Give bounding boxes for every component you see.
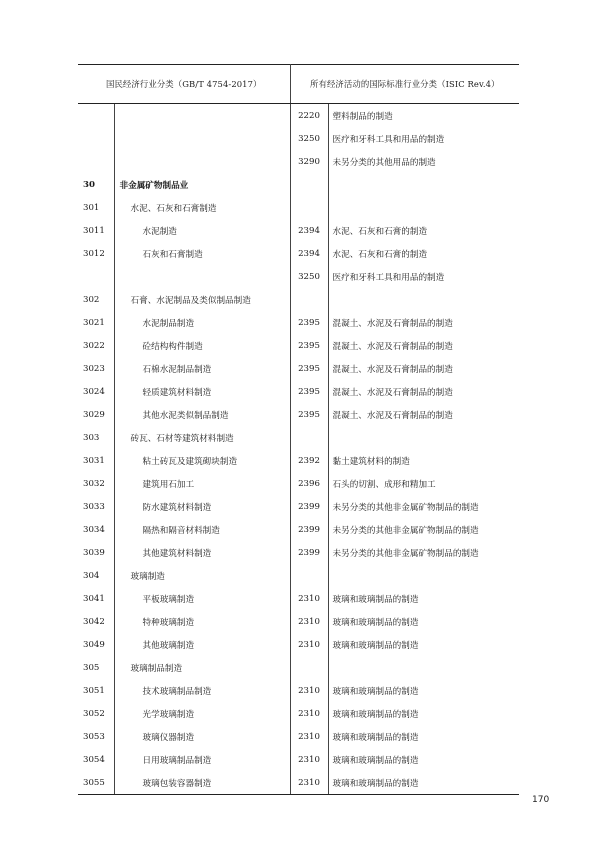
gbt-name-cell <box>114 265 290 288</box>
classification-table <box>78 64 519 795</box>
gbt-name-text: 平板玻璃制造 <box>142 594 195 605</box>
gbt-name-cell <box>114 564 290 587</box>
gbt-name-text: 粘土砖瓦及建筑砌块制造 <box>142 456 238 467</box>
gbt-name-cell <box>114 633 290 656</box>
gbt-name-text <box>115 272 143 282</box>
isic-code-cell: 2395 <box>290 403 328 426</box>
gbt-name-text <box>115 157 120 167</box>
gbt-name-text <box>115 111 120 121</box>
isic-name-cell: 混凝土、水泥及石膏制品的制造 <box>332 318 453 329</box>
gbt-name-cell <box>114 104 290 128</box>
gbt-name-text: 特种玻璃制造 <box>142 617 195 628</box>
gbt-name-text: 玻璃包装容器制造 <box>142 778 212 789</box>
gbt-name-text: 砖瓦、石材等建筑材料制造 <box>130 433 234 444</box>
isic-name-cell: 水泥、石灰和石膏的制造 <box>332 226 428 237</box>
gbt-name-cell <box>114 541 290 564</box>
gbt-name-cell <box>114 311 290 334</box>
isic-code-cell: 2310 <box>290 610 328 633</box>
table-row <box>78 311 519 334</box>
gbt-name-text: 防水建筑材料制造 <box>142 502 212 513</box>
isic-name-cell: 玻璃和玻璃制品的制造 <box>332 617 419 628</box>
gbt-name-text: 其他水泥类似制品制造 <box>142 410 229 421</box>
isic-name-cell: 水泥、石灰和石膏的制造 <box>332 249 428 260</box>
gbt-name-text: 玻璃仪器制造 <box>142 732 195 743</box>
isic-code-cell: 2310 <box>290 748 328 771</box>
gbt-name-cell <box>114 173 290 196</box>
table-row <box>78 541 519 564</box>
isic-code-cell: 2396 <box>290 472 328 495</box>
table-row <box>78 771 519 795</box>
gbt-name-text: 砼结构构件制造 <box>142 341 203 352</box>
isic-code-cell: 2310 <box>290 633 328 656</box>
table-row <box>78 426 519 449</box>
isic-code-cell: 2395 <box>290 357 328 380</box>
gbt-code-cell: 3049 <box>78 633 114 656</box>
gbt-name-cell <box>114 380 290 403</box>
gbt-name-text: 水泥、石灰和石膏制造 <box>130 203 217 214</box>
isic-code-cell: 2220 <box>290 104 328 128</box>
isic-code-cell: 2310 <box>290 725 328 748</box>
gbt-code-cell: 3051 <box>78 679 114 702</box>
table-row <box>78 288 519 311</box>
table-row <box>78 380 519 403</box>
gbt-name-text: 其他玻璃制造 <box>142 640 195 651</box>
gbt-code-cell: 3055 <box>78 771 114 795</box>
gbt-code-cell: 3041 <box>78 587 114 610</box>
gbt-code-cell: 3022 <box>78 334 114 357</box>
gbt-code-cell: 305 <box>78 656 114 679</box>
isic-code-cell <box>290 288 328 311</box>
gbt-code-cell: 3033 <box>78 495 114 518</box>
isic-code-cell: 2399 <box>290 495 328 518</box>
isic-name-cell: 混凝土、水泥及石膏制品的制造 <box>332 387 453 398</box>
gbt-code-cell: 302 <box>78 288 114 311</box>
gbt-name-text: 建筑用石加工 <box>142 479 195 490</box>
gbt-code-cell: 303 <box>78 426 114 449</box>
table-row <box>78 357 519 380</box>
table-row <box>78 334 519 357</box>
table-row <box>78 679 519 702</box>
gbt-code-cell: 3011 <box>78 219 114 242</box>
gbt-header: 国民经济行业分类（GB/T 4754-2017） <box>78 65 290 104</box>
isic-code-cell: 2310 <box>290 702 328 725</box>
table-row <box>78 127 519 150</box>
isic-name-cell: 混凝土、水泥及石膏制品的制造 <box>332 364 453 375</box>
gbt-name-cell <box>114 518 290 541</box>
table-row <box>78 472 519 495</box>
isic-name-cell: 石头的切割、成形和精加工 <box>332 479 436 490</box>
gbt-code-cell: 3029 <box>78 403 114 426</box>
isic-code-cell <box>290 564 328 587</box>
gbt-code-cell: 3042 <box>78 610 114 633</box>
isic-code-cell: 2394 <box>290 219 328 242</box>
isic-name-cell: 未另分类的其他用品的制造 <box>332 157 436 168</box>
table-row <box>78 219 519 242</box>
gbt-name-cell <box>114 748 290 771</box>
gbt-code-cell: 3039 <box>78 541 114 564</box>
table-row <box>78 173 519 196</box>
isic-name-cell: 医疗和牙科工具和用品的制造 <box>332 272 445 283</box>
gbt-name-cell <box>114 426 290 449</box>
gbt-code-cell <box>78 104 114 128</box>
table-body <box>78 104 519 795</box>
table-row <box>78 403 519 426</box>
isic-name-cell: 玻璃和玻璃制品的制造 <box>332 755 419 766</box>
isic-name-cell <box>328 288 519 311</box>
table-row <box>78 518 519 541</box>
gbt-code-cell: 3032 <box>78 472 114 495</box>
gbt-name-text: 水泥制品制造 <box>142 318 195 329</box>
table-row <box>78 242 519 265</box>
gbt-name-cell <box>114 771 290 795</box>
gbt-name-text <box>115 134 120 144</box>
table-row <box>78 104 519 128</box>
gbt-code-cell: 3021 <box>78 311 114 334</box>
isic-header: 所有经济活动的国际标准行业分类（ISIC Rev.4） <box>290 65 519 104</box>
gbt-name-text: 水泥制造 <box>142 226 177 237</box>
isic-name-cell: 玻璃和玻璃制品的制造 <box>332 686 419 697</box>
gbt-name-cell <box>114 725 290 748</box>
table-row <box>78 610 519 633</box>
isic-name-cell: 未另分类的其他非金属矿物制品的制造 <box>332 525 479 536</box>
isic-code-cell: 2399 <box>290 541 328 564</box>
isic-name-cell: 黏土建筑材料的制造 <box>332 456 410 467</box>
table-row <box>78 449 519 472</box>
gbt-code-cell <box>78 265 114 288</box>
table-row <box>78 495 519 518</box>
table-row <box>78 656 519 679</box>
gbt-name-text: 石膏、水泥制品及类似制品制造 <box>130 295 251 306</box>
table-row <box>78 748 519 771</box>
isic-code-cell: 2392 <box>290 449 328 472</box>
isic-name-cell: 混凝土、水泥及石膏制品的制造 <box>332 410 453 421</box>
isic-code-cell <box>290 173 328 196</box>
gbt-name-cell <box>114 495 290 518</box>
gbt-name-text: 隔热和隔音材料制造 <box>142 525 220 536</box>
isic-code-cell: 3250 <box>290 265 328 288</box>
isic-code-cell <box>290 196 328 219</box>
isic-name-cell <box>328 426 519 449</box>
gbt-name-text: 光学玻璃制造 <box>142 709 195 720</box>
gbt-name-text: 玻璃制造 <box>130 571 165 582</box>
gbt-name-text: 日用玻璃制品制造 <box>142 755 212 766</box>
isic-name-cell: 玻璃和玻璃制品的制造 <box>332 594 419 605</box>
gbt-name-cell <box>114 334 290 357</box>
isic-name-cell: 玻璃和玻璃制品的制造 <box>332 640 419 651</box>
isic-name-cell: 玻璃和玻璃制品的制造 <box>332 732 419 743</box>
gbt-name-cell <box>114 587 290 610</box>
gbt-code-cell <box>78 150 114 173</box>
table-row <box>78 150 519 173</box>
isic-code-cell: 2395 <box>290 334 328 357</box>
page-number: 170 <box>532 795 550 805</box>
isic-name-cell <box>328 564 519 587</box>
gbt-code-cell: 3024 <box>78 380 114 403</box>
gbt-code-cell: 3052 <box>78 702 114 725</box>
gbt-name-cell <box>114 679 290 702</box>
isic-code-cell <box>290 426 328 449</box>
gbt-name-cell <box>114 242 290 265</box>
gbt-code-cell: 30 <box>78 173 114 196</box>
isic-name-cell: 塑料制品的制造 <box>332 111 393 122</box>
isic-code-cell: 3250 <box>290 127 328 150</box>
gbt-name-cell <box>114 357 290 380</box>
gbt-code-cell: 3012 <box>78 242 114 265</box>
gbt-code-cell: 3023 <box>78 357 114 380</box>
isic-name-cell: 混凝土、水泥及石膏制品的制造 <box>332 341 453 352</box>
table-row <box>78 633 519 656</box>
table-row <box>78 702 519 725</box>
isic-code-cell: 2395 <box>290 380 328 403</box>
gbt-name-cell <box>114 610 290 633</box>
gbt-name-cell <box>114 150 290 173</box>
gbt-name-cell <box>114 702 290 725</box>
isic-name-cell: 未另分类的其他非金属矿物制品的制造 <box>332 502 479 513</box>
gbt-code-cell: 3054 <box>78 748 114 771</box>
isic-name-cell: 医疗和牙科工具和用品的制造 <box>332 134 445 145</box>
isic-code-cell: 3290 <box>290 150 328 173</box>
gbt-name-text: 非金属矿物制品业 <box>119 180 189 191</box>
gbt-name-text: 轻质建筑材料制造 <box>142 387 212 398</box>
gbt-name-cell <box>114 403 290 426</box>
gbt-name-cell <box>114 449 290 472</box>
gbt-name-cell <box>114 219 290 242</box>
isic-code-cell: 2395 <box>290 311 328 334</box>
table-row <box>78 196 519 219</box>
gbt-name-cell <box>114 288 290 311</box>
isic-name-cell <box>328 173 519 196</box>
gbt-name-text: 玻璃制品制造 <box>130 663 183 674</box>
gbt-name-cell <box>114 196 290 219</box>
isic-name-cell: 玻璃和玻璃制品的制造 <box>332 709 419 720</box>
isic-name-cell <box>328 196 519 219</box>
gbt-code-cell: 3031 <box>78 449 114 472</box>
gbt-name-text: 其他建筑材料制造 <box>142 548 212 559</box>
gbt-code-cell: 3034 <box>78 518 114 541</box>
gbt-code-cell: 3053 <box>78 725 114 748</box>
gbt-name-text: 石棉水泥制品制造 <box>142 364 212 375</box>
isic-code-cell: 2310 <box>290 679 328 702</box>
gbt-name-cell <box>114 127 290 150</box>
gbt-name-cell <box>114 472 290 495</box>
isic-name-cell: 未另分类的其他非金属矿物制品的制造 <box>332 548 479 559</box>
isic-code-cell: 2310 <box>290 771 328 795</box>
gbt-code-cell: 301 <box>78 196 114 219</box>
gbt-code-cell <box>78 127 114 150</box>
table-row <box>78 725 519 748</box>
gbt-name-text: 技术玻璃制品制造 <box>142 686 212 697</box>
isic-code-cell: 2394 <box>290 242 328 265</box>
isic-code-cell: 2310 <box>290 587 328 610</box>
table-row <box>78 265 519 288</box>
gbt-code-cell: 304 <box>78 564 114 587</box>
gbt-name-cell <box>114 656 290 679</box>
isic-code-cell <box>290 656 328 679</box>
gbt-name-text: 石灰和石膏制造 <box>142 249 203 260</box>
table-row <box>78 564 519 587</box>
isic-name-cell <box>328 656 519 679</box>
isic-code-cell: 2399 <box>290 518 328 541</box>
table-header-row <box>78 65 519 104</box>
isic-name-cell: 玻璃和玻璃制品的制造 <box>328 771 519 795</box>
table-row <box>78 587 519 610</box>
